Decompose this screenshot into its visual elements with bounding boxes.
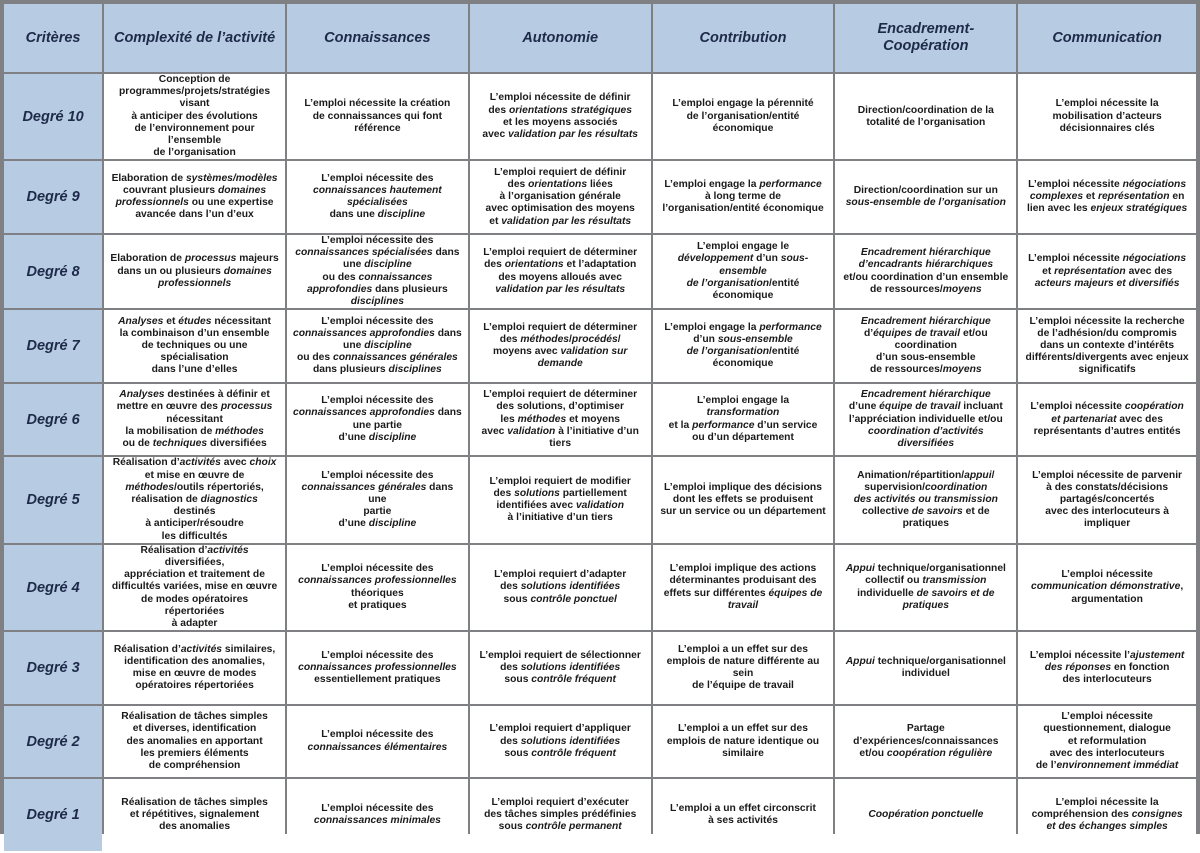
- cell-text: Conception de programmes/projets/stratégies visant à anticiper des évolutions de l’environnement pour l’ensemble de l’organisation: [119, 74, 271, 159]
- cell-text: L’emploi engage la performance d’un sous-ensemble de l’organisation/entité économique: [664, 321, 822, 370]
- cell-text: Réalisation d’activités diversifiées, appréciation et traitement de difficultés variées, mise en œuvre de modes opératoires répertoriées à adapter: [111, 544, 278, 630]
- cell-encadrement: [835, 706, 1016, 778]
- cell-text: L’emploi nécessite questionnement, dialogue et reformulation avec des interlocuteurs de l’environnement immédiat: [1035, 711, 1179, 771]
- header-connaissances: Connaissances: [287, 4, 468, 72]
- criteria-table: [2, 2, 1198, 853]
- cell-text: L’emploi a un effet sur des emplois de nature différente au sein de l’équipe de travail: [666, 643, 820, 692]
- cell-text: L’emploi nécessite la recherche de l’adhésion/du compromis dans un contexte d’intérêts différents/divergents avec enjeux significatifs: [1025, 315, 1189, 376]
- cell-text: Elaboration de systèmes/modèles couvrant plusieurs domaines professionnels ou une expertise avancée dans l’un d’eux: [111, 172, 278, 221]
- cell-complexite: [104, 161, 285, 233]
- cell-contribution: [653, 632, 834, 704]
- cell-text: L’emploi nécessite des connaissances élémentaires: [307, 729, 448, 753]
- cell-text: Encadrement hiérarchique d’équipes de travail et/ou coordination d’un sous-ensemble de ressources/moyens: [860, 315, 991, 376]
- cell-connaissances: [287, 235, 468, 308]
- cell-text: L’emploi requiert d’exécuter des tâches simples prédéfinies sous contrôle permanent: [484, 796, 637, 833]
- cell-contribution: [653, 457, 834, 542]
- cell-text: L’emploi nécessite des connaissances spécialisées dans une discipline ou des connaissances approfondies dans plusieurs disciplines: [295, 235, 460, 308]
- cell-encadrement: [835, 161, 1016, 233]
- cell-text: Réalisation d’activités avec choix et mise en œuvre de méthodes/outils répertoriés, réalisation de diagnostics destinés à anticiper/résoudre les difficultés: [112, 457, 277, 542]
- cell-text: L’emploi nécessite des connaissances approfondies dans une partie d’une discipline: [292, 395, 462, 443]
- cell-text: Direction/coordination sur un sous-ensemble de l’organisation: [845, 185, 1006, 209]
- cell-connaissances: [287, 384, 468, 456]
- degree-label: Degré 8: [4, 235, 102, 308]
- degree-label: Degré 7: [4, 310, 102, 382]
- cell-connaissances: [287, 545, 468, 630]
- cell-text: L’emploi requiert de modifier des solutions partiellement identifiées avec validation à l’initiative d’un tiers: [489, 475, 631, 524]
- cell-encadrement: [835, 457, 1016, 542]
- cell-autonomie: [470, 779, 651, 851]
- cell-text: L’emploi nécessite la compréhension des consignes et des échanges simples: [1031, 796, 1183, 833]
- cell-contribution: [653, 384, 834, 456]
- table-row: [4, 74, 1196, 159]
- cell-text: L’emploi a un effet circonscrit à ses activités: [670, 803, 816, 827]
- cell-connaissances: [287, 632, 468, 704]
- table-row: [4, 632, 1196, 704]
- cell-encadrement: [835, 545, 1016, 630]
- cell-text: L’emploi nécessite coopération et partenariat avec des représentants d’autres entités: [1030, 401, 1184, 437]
- cell-text: L’emploi nécessite des connaissances approfondies dans une discipline ou des connaissances générales dans plusieurs disciplines: [292, 315, 462, 376]
- header-communication: Communication: [1018, 4, 1196, 72]
- cell-text: L’emploi nécessite la création de connaissances qui font référence: [304, 98, 451, 134]
- table-row: [4, 235, 1196, 308]
- cell-encadrement: [835, 632, 1016, 704]
- cell-contribution: [653, 161, 834, 233]
- cell-connaissances: [287, 779, 468, 851]
- cell-text: L’emploi implique des actions déterminantes produisant des effets sur différentes équipes de travail: [663, 563, 823, 611]
- degree-label: Degré 6: [4, 384, 102, 456]
- cell-complexite: [104, 632, 285, 704]
- cell-connaissances: [287, 706, 468, 778]
- table-row: [4, 384, 1196, 456]
- cell-text: L’emploi requiert de sélectionner des solutions identifiées sous contrôle fréquent: [479, 649, 641, 686]
- cell-text: Réalisation de tâches simples et répétitives, signalement des anomalies: [121, 796, 268, 833]
- cell-text: Partage d’expériences/connaissances et/ou coopération régulière: [853, 723, 999, 759]
- cell-communication: [1018, 74, 1196, 159]
- cell-connaissances: [287, 310, 468, 382]
- cell-complexite: [104, 74, 285, 159]
- table-row: [4, 706, 1196, 778]
- table-row: [4, 457, 1196, 542]
- cell-complexite: [104, 545, 285, 630]
- cell-text: L’emploi engage la pérennité de l’organisation/entité économique: [672, 98, 814, 134]
- cell-communication: [1018, 457, 1196, 542]
- cell-communication: [1018, 161, 1196, 233]
- cell-encadrement: [835, 235, 1016, 308]
- cell-text: L’emploi nécessite l’ajustement des réponses en fonction des interlocuteurs: [1029, 649, 1185, 686]
- cell-communication: [1018, 235, 1196, 308]
- cell-text: L’emploi engage la performance à long terme de l’organisation/entité économique: [662, 178, 824, 215]
- cell-text: L’emploi nécessite des connaissances hautement spécialisées dans une discipline: [312, 172, 442, 221]
- cell-connaissances: [287, 74, 468, 159]
- cell-contribution: [653, 74, 834, 159]
- cell-text: L’emploi nécessite la mobilisation d’acteurs décisionnaires clés: [1052, 98, 1162, 134]
- cell-text: L’emploi nécessite communication démonstrative, argumentation: [1031, 569, 1184, 605]
- degree-label: Degré 2: [4, 706, 102, 778]
- cell-contribution: [653, 235, 834, 308]
- cell-text: L’emploi requiert de déterminer des orientations et l’adaptation des moyens alloués avec validation par les résultats: [483, 247, 638, 295]
- cell-text: L’emploi nécessite des connaissances professionnelles essentiellement pratiques: [298, 649, 457, 686]
- cell-autonomie: [470, 74, 651, 159]
- table-row: [4, 545, 1196, 630]
- cell-communication: [1018, 545, 1196, 630]
- cell-complexite: [104, 235, 285, 308]
- header-autonomie: Autonomie: [470, 4, 651, 72]
- cell-complexite: [104, 706, 285, 778]
- cell-text: Appui technique/organisationnel collectif ou transmission individuelle de savoirs et de pratiques: [845, 563, 1006, 611]
- cell-encadrement: [835, 74, 1016, 159]
- cell-connaissances: [287, 457, 468, 542]
- cell-text: L’emploi engage la transformation et la performance d’un service ou d’un département: [668, 395, 818, 443]
- table-body: [4, 74, 1196, 851]
- cell-text: L’emploi nécessite négociations et représentation avec des acteurs majeurs et diversifiés: [1028, 253, 1187, 289]
- cell-autonomie: [470, 545, 651, 630]
- cell-text: L’emploi requiert d’adapter des solutions identifiées sous contrôle ponctuel: [494, 569, 627, 605]
- cell-text: Direction/coordination de la totalité de l’organisation: [857, 104, 994, 128]
- cell-text: L’emploi nécessite des connaissances professionnelles théoriques et pratiques: [298, 563, 457, 611]
- cell-text: L’emploi nécessite des connaissances générales dans une partie d’une discipline: [301, 469, 454, 530]
- header-encadrement: Encadrement- Coopération: [835, 4, 1016, 72]
- cell-text: L’emploi a un effet sur des emplois de nature identique ou similaire: [666, 723, 820, 759]
- table-row: [4, 779, 1196, 851]
- degree-label: Degré 9: [4, 161, 102, 233]
- cell-communication: [1018, 310, 1196, 382]
- cell-autonomie: [470, 706, 651, 778]
- degree-label: Degré 10: [4, 74, 102, 159]
- header-contribution: Contribution: [653, 4, 834, 72]
- cell-text: L’emploi requiert de définir des orientations liées à l’organisation générale avec optimisation des moyens et validation par les résultats: [485, 166, 635, 227]
- cell-connaissances: [287, 161, 468, 233]
- cell-text: L’emploi nécessite négociations complexes et représentation en lien avec les enjeux stratégiques: [1026, 178, 1188, 215]
- cell-text: L’emploi requiert de déterminer des solutions, d’optimiser les méthodes et moyens avec validation à l’initiative d’un tiers: [481, 389, 639, 449]
- cell-text: Appui technique/organisationnel individuel: [845, 655, 1006, 680]
- cell-complexite: [104, 779, 285, 851]
- table-row: [4, 161, 1196, 233]
- cell-encadrement: [835, 310, 1016, 382]
- cell-text: Elaboration de processus majeurs dans un ou plusieurs domaines professionnels: [110, 253, 279, 289]
- cell-complexite: [104, 457, 285, 542]
- cell-communication: [1018, 706, 1196, 778]
- cell-text: Réalisation d’activités similaires, identification des anomalies, mise en œuvre de modes opératoires répertoriées: [113, 643, 276, 692]
- cell-autonomie: [470, 457, 651, 542]
- cell-autonomie: [470, 310, 651, 382]
- cell-autonomie: [470, 384, 651, 456]
- cell-text: L’emploi implique des décisions dont les effets se produisent sur un service ou un département: [660, 481, 826, 518]
- cell-text: Coopération ponctuelle: [868, 809, 984, 821]
- cell-communication: [1018, 779, 1196, 851]
- cell-text: Encadrement hiérarchique d’une équipe de travail incluant l’appréciation individuelle et/ou coordination d’activités diversifiées: [848, 389, 1003, 449]
- cell-text: L’emploi nécessite de définir des orientations stratégiques et les moyens associés avec validation par les résultats: [482, 92, 639, 140]
- cell-communication: [1018, 632, 1196, 704]
- cell-communication: [1018, 384, 1196, 456]
- table-row: [4, 310, 1196, 382]
- cell-autonomie: [470, 235, 651, 308]
- cell-contribution: [653, 706, 834, 778]
- cell-text: L’emploi nécessite de parvenir à des constats/décisions partagés/concertés avec des interlocuteurs à impliquer: [1032, 469, 1183, 530]
- header-criteres: Critères: [4, 4, 102, 72]
- cell-encadrement: [835, 384, 1016, 456]
- cell-autonomie: [470, 161, 651, 233]
- header-row: [4, 4, 1196, 72]
- degree-label: Degré 1: [4, 779, 102, 851]
- header-complexite: Complexité de l’activité: [104, 4, 285, 72]
- cell-text: L’emploi requiert de déterminer des méthodes/procédés/ moyens avec validation sur demande: [483, 321, 638, 370]
- degree-label: Degré 5: [4, 457, 102, 542]
- cell-text: Animation/répartition/appui/ supervision/coordination des activités ou transmission collective de savoirs et de pratiques: [853, 469, 998, 530]
- cell-text: Réalisation de tâches simples et diverses, identification des anomalies en apportant les premiers éléments de compréhension: [121, 711, 268, 771]
- cell-text: Encadrement hiérarchique d’encadrants hiérarchiques et/ou coordination d’un ensemble de ressources/moyens: [843, 247, 1009, 295]
- cell-text: L’emploi engage le développement d’un sous- ensemble de l’organisation/entité économique: [677, 241, 809, 301]
- cell-contribution: [653, 310, 834, 382]
- cell-contribution: [653, 545, 834, 630]
- cell-autonomie: [470, 632, 651, 704]
- cell-contribution: [653, 779, 834, 851]
- cell-encadrement: [835, 779, 1016, 851]
- cell-text: Analyses et études nécessitant la combinaison d’un ensemble de techniques ou une spécialisation dans l’une d’elles: [118, 315, 271, 376]
- degree-label: Degré 3: [4, 632, 102, 704]
- cell-text: Analyses destinées à définir et mettre en œuvre des processus nécessitant la mobilisation de méthodes ou de techniques diversifiées: [116, 389, 273, 449]
- cell-text: L’emploi requiert d’appliquer des solutions identifiées sous contrôle fréquent: [489, 723, 631, 759]
- cell-complexite: [104, 384, 285, 456]
- cell-text: L’emploi nécessite des connaissances minimales: [313, 803, 441, 827]
- cell-complexite: [104, 310, 285, 382]
- degree-label: Degré 4: [4, 545, 102, 630]
